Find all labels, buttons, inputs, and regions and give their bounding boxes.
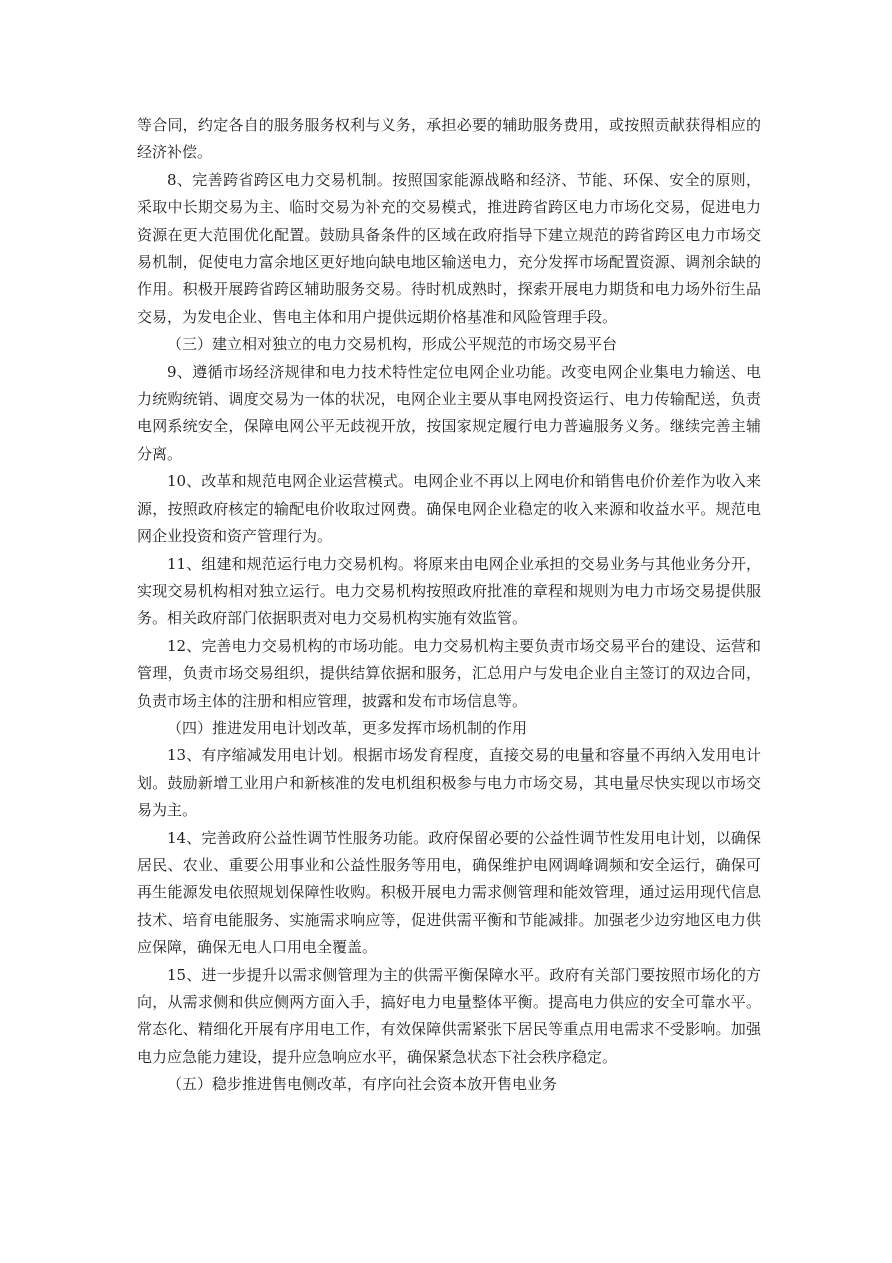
document-body [137, 112, 761, 1099]
paragraph-item-9: 9、遵循市场经济规律和电力技术特性定位电网企业功能。改变电网企业集电力输送、电力统购统销、调度交易为一体的状况，电网企业主要从事电网投资运行、电力传输配送，负责电网系统安全，保障电网公平无歧视开放，按国家规定履行电力普遍服务义务。继续完善主辅分离。 [137, 362, 761, 463]
paragraph-item-12: 12、完善电力交易机构的市场功能。电力交易机构主要负责市场交易平台的建设、运营和管理，负责市场交易组织，提供结算依据和服务，汇总用户与发电企业自主签订的双边合同，负责市场主体的注册和相应管理，披露和发布市场信息等。 [137, 636, 761, 710]
section-heading-3: （三）建立相对独立的电力交易机构，形成公平规范的市场交易平台 [167, 335, 618, 354]
paragraph-item-11: 11、组建和规范运行电力交易机构。将原来由电网企业承担的交易业务与其他业务分开，实现交易机构相对独立运行。电力交易机构按照政府批准的章程和规则为电力市场交易提供服务。相关政府部门依据职责对电力交易机构实施有效监管。 [137, 554, 761, 628]
paragraph-item-13: 13、有序缩减发用电计划。根据市场发育程度，直接交易的电量和容量不再纳入发用电计划。鼓励新增工业用户和新核准的发电机组积极参与电力市场交易，其电量尽快实现以市场交易为主。 [137, 746, 761, 820]
paragraph-item-15: 15、进一步提升以需求侧管理为主的供需平衡保障水平。政府有关部门要按照市场化的方向，从需求侧和供应侧两方面入手，搞好电力电量整体平衡。提高电力供应的安全可靠水平。常态化、精细化开展有序用电工作，有效保障供需紧张下居民等重点用电需求不受影响。加强电力应急能力建设，提升应急响应水平，确保紧急状态下社会秩序稳定。 [137, 965, 761, 1066]
paragraph-item-10: 10、改革和规范电网企业运营模式。电网企业不再以上网电价和销售电价价差作为收入来源，按照政府核定的输配电价收取过网费。确保电网企业稳定的收入来源和收益水平。规范电网企业投资和资产管理行为。 [137, 472, 761, 546]
section-heading-4: （四）推进发用电计划改革，更多发挥市场机制的作用 [167, 718, 528, 737]
paragraph-item-14: 14、完善政府公益性调节性服务功能。政府保留必要的公益性调节性发用电计划，以确保居民、农业、重要公用事业和公益性服务等用电，确保维护电网调峰调频和安全运行，确保可再生能源发电依照规划保障性收购。积极开展电力需求侧管理和能效管理，通过运用现代信息技术、培育电能服务、实施需求响应等，促进供需平衡和节能减排。加强老少边穷地区电力供应保障，确保无电人口用电全覆盖。 [137, 828, 761, 957]
paragraph-item-8: 8、完善跨省跨区电力交易机制。按照国家能源战略和经济、节能、环保、安全的原则，采取中长期交易为主、临时交易为补充的交易模式，推进跨省跨区电力市场化交易，促进电力资源在更大范围优化配置。鼓励具备条件的区域在政府指导下建立规范的跨省跨区电力市场交易机制，促使电力富余地区更好地向缺电地区输送电力，充分发挥市场配置资源、调剂余缺的作用。积极开展跨省跨区辅助服务交易。待时机成熟时，探索开展电力期货和电力场外衍生品交易，为发电企业、售电主体和用户提供远期价格基准和风险管理手段。 [137, 170, 761, 326]
paragraph-continuation: 等合同，约定各自的服务服务权利与义务，承担必要的辅助服务费用，或按照贡献获得相应的经济补偿。 [137, 116, 761, 162]
section-heading-5: （五）稳步推进售电侧改革，有序向社会资本放开售电业务 [167, 1075, 558, 1094]
